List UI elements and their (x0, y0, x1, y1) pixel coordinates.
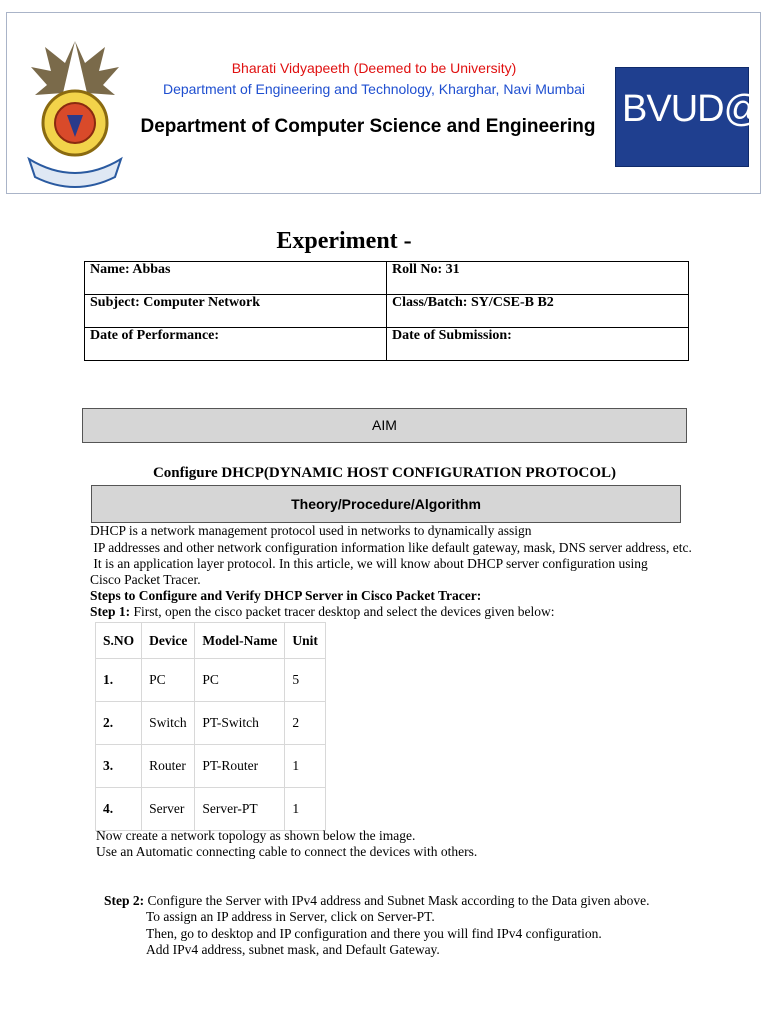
header-model-name: Model-Name (195, 623, 285, 659)
device-cell: Server (142, 788, 195, 831)
theory-line-2: IP addresses and other network configuration information like default gateway, mask, DNS server address, etc. (90, 540, 692, 555)
model-cell: PT-Router (195, 745, 285, 788)
date-performance-cell: Date of Performance: (85, 328, 387, 361)
step1-label: Step 1: (90, 604, 131, 619)
model-cell: PC (195, 659, 285, 702)
sno-cell: 3. (96, 745, 142, 788)
device-cell: Router (142, 745, 195, 788)
step2-line (104, 893, 650, 909)
step2-line-1: To assign an IP address in Server, click on Server-PT. (146, 909, 435, 924)
step2-label: Step 2: (104, 893, 145, 908)
department-title: Department of Computer Science and Engineering (140, 116, 596, 137)
university-name: Bharati Vidyapeeth (Deemed to be University) (231, 60, 517, 76)
sno-cell: 1. (96, 659, 142, 702)
sno-cell: 4. (96, 788, 142, 831)
sno-cell: 2. (96, 702, 142, 745)
bvudet-logo (615, 67, 783, 167)
bvudet-logo-text: BVUD@T (622, 88, 783, 130)
theory-heading: Theory/Procedure/Algorithm (91, 485, 681, 523)
student-info-table (84, 261, 689, 361)
table-row (85, 328, 689, 361)
roll-cell: Roll No: 31 (387, 262, 689, 295)
class-batch-cell: Class/Batch: SY/CSE-B B2 (387, 295, 689, 328)
steps-heading-text: Steps to Configure and Verify DHCP Server in Cisco Packet Tracer: (90, 588, 482, 603)
header-device: Device (142, 623, 195, 659)
header-sno: S.NO (96, 623, 142, 659)
table-row (96, 659, 326, 702)
step2-line-3: Add IPv4 address, subnet mask, and Default Gateway. (146, 942, 440, 957)
model-cell: PT-Switch (195, 702, 285, 745)
topology-line-1: Now create a network topology as shown below the image. (96, 828, 416, 843)
department-line: Department of Engineering and Technology, Kharghar, Navi Mumbai (162, 81, 586, 97)
aim-text: Configure DHCP(DYNAMIC HOST CONFIGURATION PROTOCOL) (152, 465, 617, 481)
name-cell: Name: Abbas (85, 262, 387, 295)
table-header-row (96, 623, 326, 659)
step2-text: Configure the Server with IPv4 address and Subnet Mask according to the Data given above. (144, 893, 650, 908)
subject-cell: Subject: Computer Network (85, 295, 387, 328)
header-box (6, 12, 783, 194)
unit-cell: 1 (285, 745, 326, 788)
step1-line (90, 604, 554, 620)
experiment-title: Experiment - (276, 228, 412, 254)
step1-text: First, open the cisco packet tracer desktop and select the devices given below: (130, 604, 555, 619)
device-cell: PC (142, 659, 195, 702)
topology-line-2: Use an Automatic connecting cable to connect the devices with others. (96, 844, 478, 859)
unit-cell: 2 (285, 702, 326, 745)
table-row (96, 745, 326, 788)
unit-cell: 5 (285, 659, 326, 702)
table-row (96, 788, 326, 831)
device-cell: Switch (142, 702, 195, 745)
aim-heading: AIM (82, 408, 687, 443)
steps-heading (90, 588, 481, 604)
date-submission-cell: Date of Submission: (387, 328, 689, 361)
table-row (85, 262, 689, 295)
theory-line-4: Cisco Packet Tracer. (90, 572, 201, 587)
table-row (96, 702, 326, 745)
theory-line-1: DHCP is a network management protocol used in networks to dynamically assign (90, 523, 532, 538)
model-cell: Server-PT (195, 788, 285, 831)
theory-line-3: It is an application layer protocol. In this article, we will know about DHCP server configuration using (90, 556, 648, 571)
header-unit: Unit (285, 623, 326, 659)
step2-line-2: Then, go to desktop and IP configuration and there you will find IPv4 configuration. (146, 926, 602, 941)
table-row (85, 295, 689, 328)
unit-cell: 1 (285, 788, 326, 831)
devices-table (95, 622, 326, 831)
